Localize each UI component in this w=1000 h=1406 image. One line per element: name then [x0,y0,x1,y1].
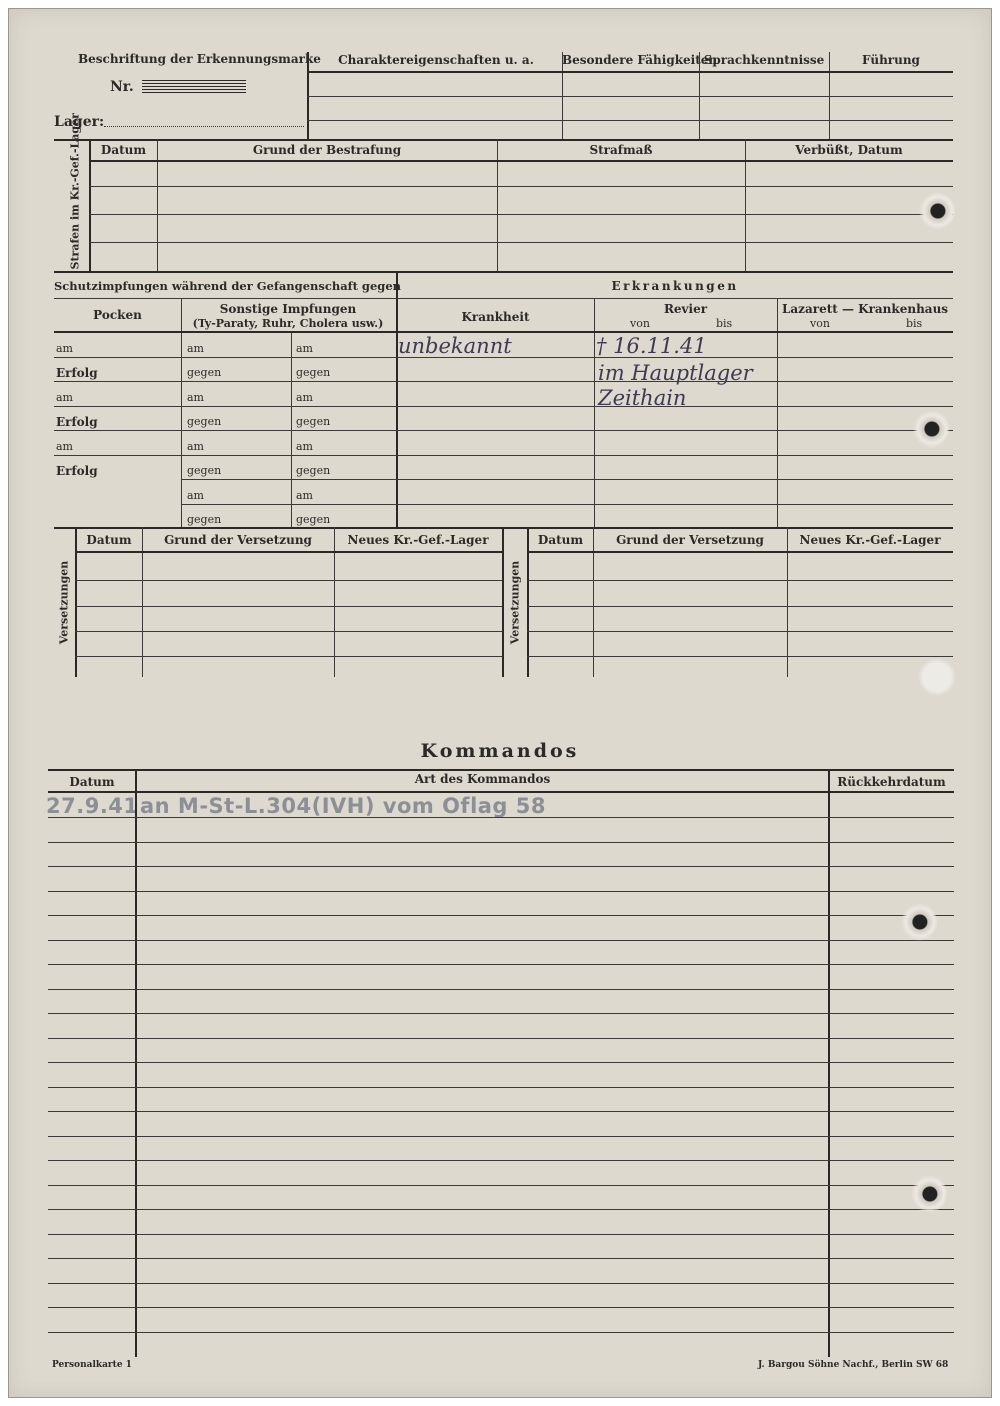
sonstige-subheader: (Ty-Paraty, Ruhr, Cholera usw.) [192,317,384,330]
kommandos-row-line [48,1062,954,1063]
strafen-col-verbuesst: Verbüßt, Datum [795,143,903,157]
pocken-row-label: am [56,342,73,355]
sonstige-row-label: am [187,489,204,502]
pocken-row-label: Erfolg [56,464,98,478]
erkrankungen-title: Erkrankungen [611,279,739,293]
sonstige-row-label: gegen [187,513,222,526]
sonstige-row-label: am [296,391,313,404]
kommandos-row-line [48,1258,954,1259]
punch-hole [909,1175,947,1213]
krankheit-header: Krankheit [461,310,530,324]
kommandos-row-line [48,1160,954,1161]
sonstige-row-label: am [296,440,313,453]
personalkarte-sheet [8,8,992,1398]
handwritten-krankheit: unbekannt [398,334,512,358]
kommandos-row-line [48,817,954,818]
sonstige-row-label: gegen [187,415,222,428]
lazarett-header: Lazarett — Krankenhaus [781,302,949,316]
kommandos-row-line [48,1013,954,1014]
vers-left-col-datum: Datum [86,533,132,547]
faehigkeiten-header: Besondere Fähigkeiten [562,53,718,67]
strafen-side-label: Strafen im Kr.-Gef.-Lager [68,113,82,270]
kommandos-row-line [48,1209,954,1210]
stamp-kommando-date: 27.9.41 [46,794,139,818]
kommandos-row-line [48,989,954,990]
lazarett-von: von [810,317,830,330]
pocken-row-label: Erfolg [56,415,98,429]
handwritten-hauptlager: im Hauptlager [598,361,753,385]
sonstige-row-label: gegen [187,464,222,477]
kommandos-row-line [48,1234,954,1235]
kommandos-col-art: Art des Kommandos [414,772,551,786]
kommandos-row-line [48,1332,954,1333]
lazarett-bis: bis [906,317,923,330]
pocken-row-label: am [56,440,73,453]
nr-label: Nr. [110,79,134,95]
stamp-kommando-text: an M-St-L.304(IVH) vom Oflag 58 [140,794,546,818]
footer-printer: J. Bargou Söhne Nachf., Berlin SW 68 [758,1360,949,1370]
sonstige-row-label: gegen [187,366,222,379]
sonstige-row-label: gegen [296,366,331,379]
revier-bis: bis [716,317,733,330]
vers-right-col-lager: Neues Kr.-Gef.-Lager [799,533,941,547]
kommandos-row-line [48,964,954,965]
vers-left-col-lager: Neues Kr.-Gef.-Lager [347,533,489,547]
kommandos-row-line [48,915,954,916]
sonstige-row-label: am [296,342,313,355]
vers-right-col-grund: Grund der Versetzung [616,533,764,547]
kommandos-row-line [48,940,954,941]
kommandos-col-datum: Datum [69,775,115,789]
punch-hole [899,903,937,941]
kommandos-row-line [48,842,954,843]
erkennungsmarke-label: Beschriftung der Erkennungsmarke [78,52,321,66]
sonstige-row-label: gegen [296,513,331,526]
impfungen-title: Schutzimpfungen während der Gefangenschaft gegen [54,279,401,293]
versetzungen-side-label-left: Versetzungen [57,560,71,645]
punch-hole [917,192,955,230]
strafen-col-strafmass: Strafmaß [589,143,653,157]
sonstige-row-label: am [187,391,204,404]
punch-hole [911,410,949,448]
pocken-row-label: am [56,391,73,404]
sonstige-row-label: gegen [296,464,331,477]
revier-header: Revier [663,302,708,316]
kommandos-row-line [48,1136,954,1137]
kommandos-col-rueckkehr: Rückkehrdatum [837,775,946,789]
kommandos-row-line [48,1307,954,1308]
sonstige-row-label: gegen [296,415,331,428]
kommandos-row-line [48,866,954,867]
punch-hole [918,658,956,696]
handwritten-zeithain: Zeithain [598,386,687,410]
vers-right-col-datum: Datum [537,533,584,547]
handwritten-death-date: † 16.11.41 [596,334,707,358]
kommandos-row-line [48,891,954,892]
kommandos-title: Kommandos [420,740,580,762]
footer-form-id: Personalkarte 1 [52,1360,132,1370]
sonstige-row-label: am [187,440,204,453]
strafen-col-grund: Grund der Bestrafung [252,143,402,157]
lager-dotted-line [104,126,304,127]
pocken-header: Pocken [93,308,142,322]
kommandos-row-line [48,1185,954,1186]
kommandos-row-line [48,1038,954,1039]
charakter-header: Charaktereigenschaften u. a. [338,53,534,67]
sprachkenntnisse-header: Sprachkenntnisse [703,53,825,67]
sonstige-row-label: am [187,342,204,355]
sonstige-header: Sonstige Impfungen [219,302,357,316]
kommandos-row-line [48,1087,954,1088]
fuehrung-header: Führung [862,53,920,67]
vers-left-col-grund: Grund der Versetzung [164,533,312,547]
sonstige-row-label: am [296,489,313,502]
versetzungen-side-label-right: Versetzungen [508,560,522,645]
pocken-row-label: Erfolg [56,366,98,380]
nr-redaction-lines [142,80,246,94]
lager-label: Lager: [54,114,105,130]
kommandos-row-line [48,1283,954,1284]
strafen-col-datum: Datum [100,143,147,157]
kommandos-row-line [48,1111,954,1112]
revier-von: von [630,317,650,330]
